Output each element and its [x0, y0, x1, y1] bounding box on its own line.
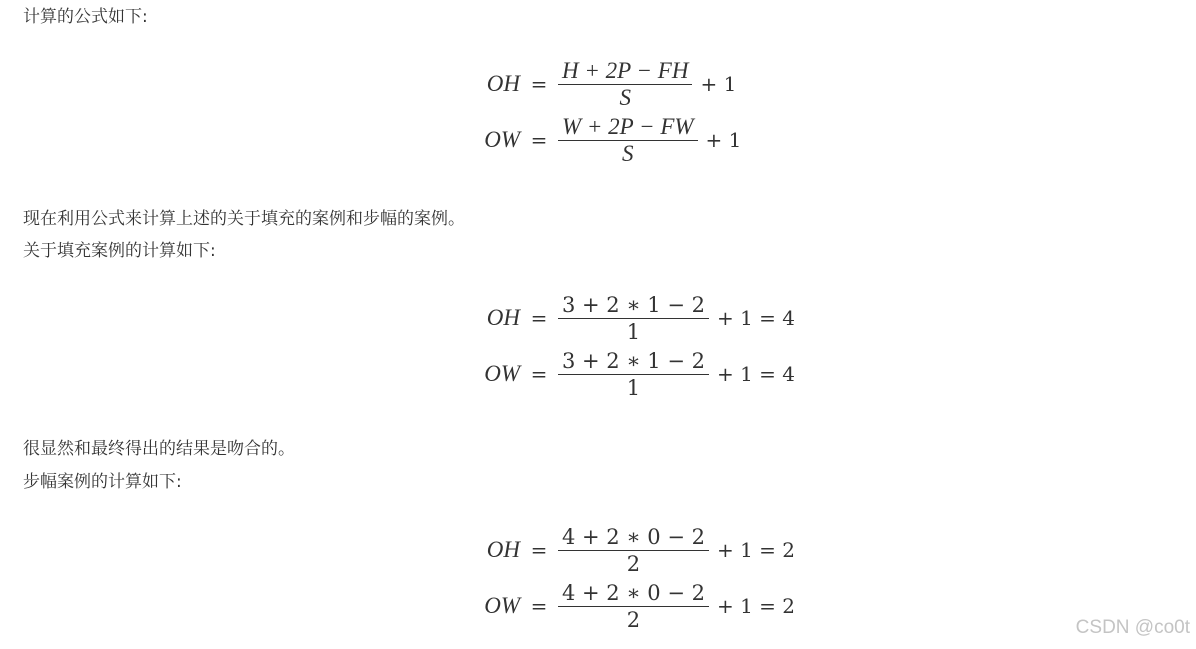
equals-sign: = — [530, 594, 548, 618]
formula-oh-general — [300, 56, 900, 112]
fraction-denominator: 1 — [626, 375, 641, 400]
formula-block-general — [300, 56, 900, 168]
fraction-numerator: 3 + 2 ∗ 1 − 2 — [562, 348, 705, 373]
fraction — [558, 580, 709, 633]
formula-ow-general — [300, 112, 900, 168]
fraction-numerator: 3 + 2 ∗ 1 − 2 — [562, 292, 705, 317]
paragraph-result-matches: 很显然和最终得出的结果是吻合的。 — [23, 439, 295, 459]
formula-lhs: OW — [484, 593, 520, 618]
equals-sign: = — [530, 72, 548, 96]
formula-lhs: OH — [486, 71, 520, 96]
fraction-numerator: W + 2P − FW — [562, 113, 694, 139]
fraction-numerator: H + 2P − FH — [562, 57, 689, 83]
paragraph-formula-intro: 计算的公式如下: — [23, 7, 148, 27]
formula-block-stride — [300, 522, 900, 634]
fraction-denominator: S — [622, 140, 634, 166]
formula-oh-stride — [300, 522, 900, 578]
equals-sign: = — [530, 362, 548, 386]
fraction — [558, 524, 709, 577]
fraction — [558, 292, 709, 345]
fraction-denominator: S — [619, 84, 631, 110]
csdn-watermark: CSDN @co0t — [1075, 617, 1190, 638]
formula-lhs: OW — [484, 127, 520, 152]
formula-rest: + 1 = 4 — [716, 306, 796, 330]
paragraph-padding-intro: 关于填充案例的计算如下: — [23, 241, 216, 261]
formula-rest: + 1 = 2 — [716, 594, 796, 618]
fraction-denominator: 1 — [626, 319, 641, 344]
fraction-numerator: 4 + 2 ∗ 0 − 2 — [562, 524, 705, 549]
fraction-numerator: 4 + 2 ∗ 0 − 2 — [562, 580, 705, 605]
fraction — [558, 58, 692, 111]
formula-rest: + 1 — [700, 72, 737, 96]
formula-rest: + 1 = 4 — [716, 362, 796, 386]
formula-block-padding — [300, 290, 900, 402]
formula-lhs: OH — [486, 305, 520, 330]
formula-lhs: OW — [484, 361, 520, 386]
formula-ow-padding — [300, 346, 900, 402]
formula-oh-padding — [300, 290, 900, 346]
equals-sign: = — [530, 306, 548, 330]
equals-sign: = — [530, 128, 548, 152]
formula-rest: + 1 — [705, 128, 742, 152]
equals-sign: = — [530, 538, 548, 562]
fraction — [558, 348, 709, 401]
fraction-denominator: 2 — [626, 607, 641, 632]
formula-ow-stride — [300, 578, 900, 634]
formula-rest: + 1 = 2 — [716, 538, 796, 562]
paragraph-apply-formula: 现在利用公式来计算上述的关于填充的案例和步幅的案例。 — [23, 209, 465, 229]
fraction — [558, 114, 698, 167]
paragraph-stride-intro: 步幅案例的计算如下: — [23, 472, 182, 492]
fraction-denominator: 2 — [626, 551, 641, 576]
formula-lhs: OH — [486, 537, 520, 562]
